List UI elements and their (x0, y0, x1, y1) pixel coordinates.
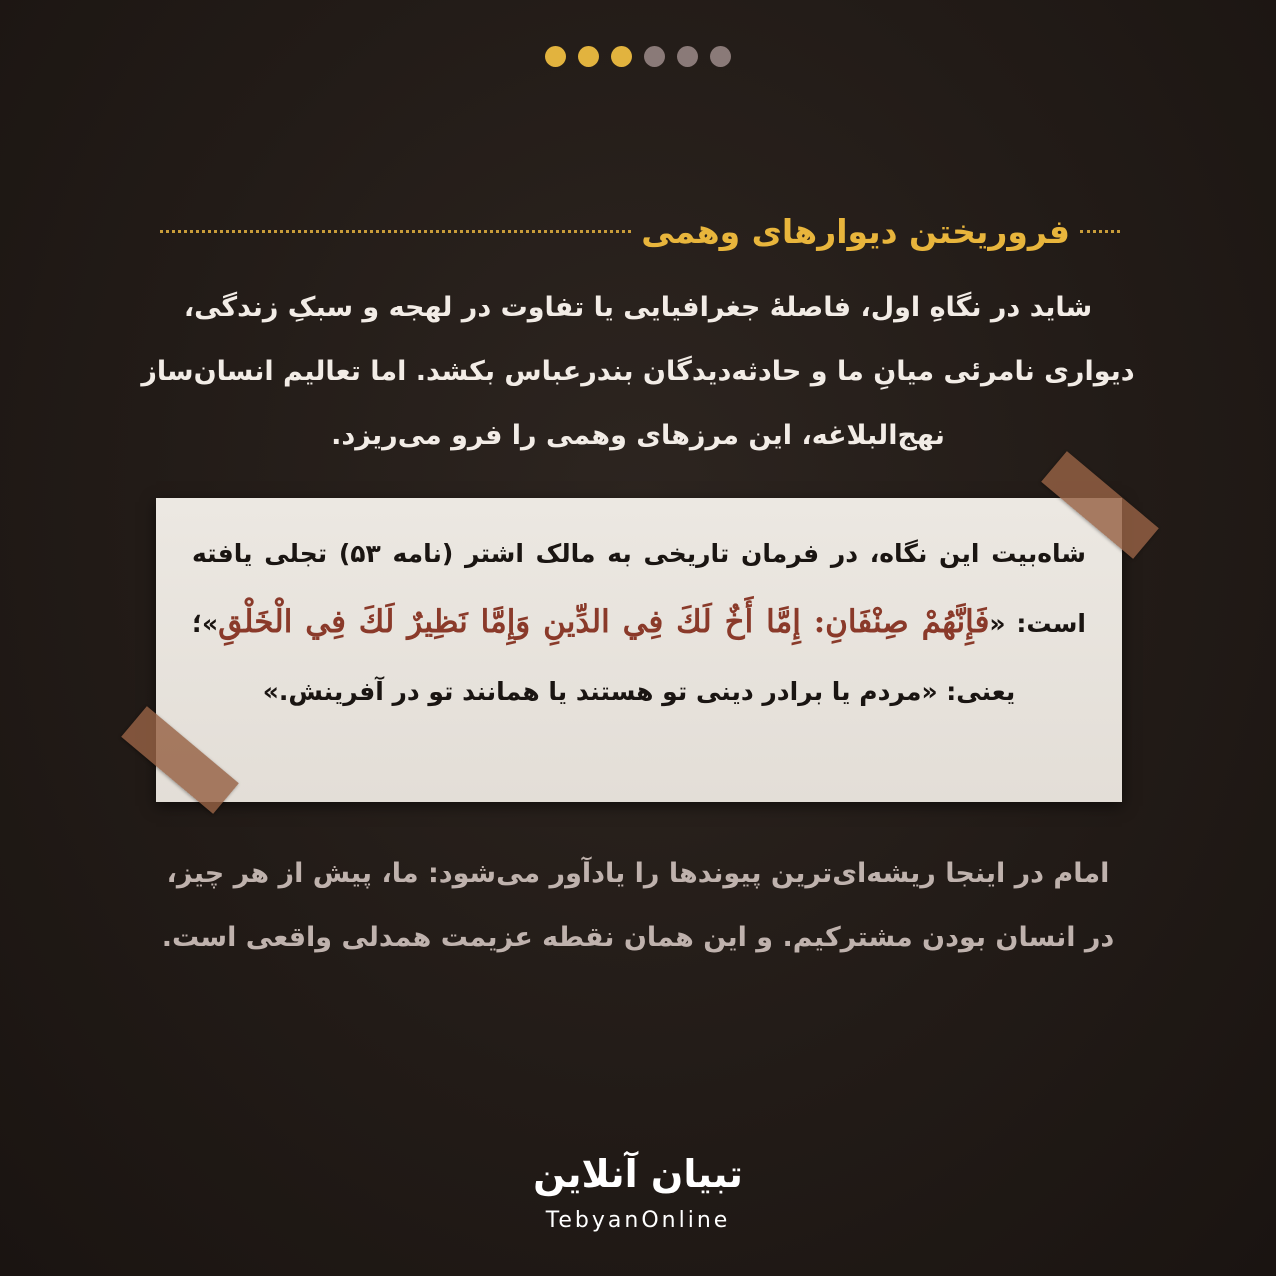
logo (0, 1150, 1276, 1233)
pagination-dot[interactable] (545, 46, 566, 67)
quote-text (192, 520, 1086, 726)
quote-translation: »؛ یعنی: «مردم یا برادر دینی تو هستند یا همانند تو در آفرینش.» (192, 609, 1016, 706)
pagination-dot[interactable] (611, 46, 632, 67)
pagination-dot[interactable] (578, 46, 599, 67)
title-row (150, 206, 1130, 256)
title-dotted-rule-left (160, 230, 631, 233)
title-dotted-rule-right (1080, 230, 1120, 233)
pagination-dot[interactable] (677, 46, 698, 67)
intro-paragraph: شاید در نگاهِ اول، فاصلۀ جغرافیایی یا تفاوت در لهجه و سبکِ زندگی، دیواری نامرئی میانِ ما و حادثه‌دیدگان بندرعباس بکشد. اما تعالیم انسان‌ساز نهج‌البلاغه، این مرزهای وهمی را فرو می‌ریزد. (141, 292, 1135, 451)
pagination-dot[interactable] (710, 46, 731, 67)
page-title: فروریختن دیوارهای وهمی (641, 211, 1070, 251)
logo-latin: TebyanOnline (545, 1208, 731, 1233)
quote-lead: شاه‌بیت این نگاه، در فرمان تاریخی به مالک اشتر (نامه ۵۳) تجلی یافته است: « (192, 539, 1086, 638)
pagination-dots (0, 46, 1276, 67)
quote-arabic: فَإِنَّهُمْ صِنْفَانِ: إِمَّا أَخٌ لَكَ فِي الدِّينِ وَإِمَّا نَظِيرٌ لَكَ فِي الْخَلْقِ (218, 604, 990, 640)
quote-note (156, 498, 1122, 802)
conclusion-paragraph: امام در اینجا ریشه‌ای‌ترین پیوندها را یادآور می‌شود: ما، پیش از هر چیز، در انسان بودن مشترکیم. و این همان نقطه عزیمت همدلی واقعی است. (161, 858, 1115, 953)
logo-persian: تبیان آنلاین (533, 1152, 743, 1196)
pagination-dot[interactable] (644, 46, 665, 67)
